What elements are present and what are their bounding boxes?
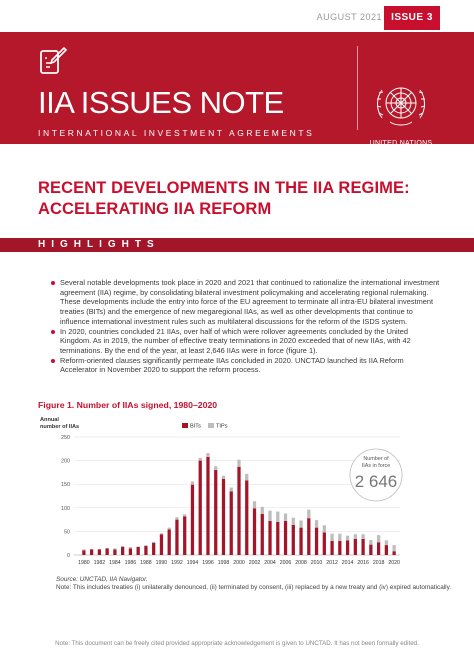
bar-bits xyxy=(276,522,279,555)
bar-bits xyxy=(199,461,202,555)
org-line: UNITED NATIONS xyxy=(369,140,433,147)
pen-document-icon xyxy=(38,46,68,76)
bullet-icon xyxy=(51,281,55,285)
bar-bits xyxy=(361,539,364,555)
y-axis-title-line-2: number of IIAs xyxy=(40,424,80,430)
x-tick-label: 2002 xyxy=(248,560,261,566)
bar-tips xyxy=(152,542,155,543)
bullet-icon xyxy=(51,330,55,334)
bar-bits xyxy=(121,547,124,555)
x-tick-label: 1988 xyxy=(140,560,152,566)
x-tick-label: 2006 xyxy=(279,560,292,566)
bar-tips xyxy=(82,549,85,550)
bar-bits xyxy=(137,547,140,555)
bar-tips xyxy=(175,517,178,519)
highlights-bar xyxy=(0,238,474,252)
bar-bits xyxy=(315,528,318,555)
bar-tips xyxy=(144,545,147,546)
x-tick-label: 2008 xyxy=(295,560,307,566)
legend-swatch xyxy=(208,423,214,428)
x-tick-label: 2020 xyxy=(388,560,400,566)
x-tick-label: 2018 xyxy=(372,560,385,566)
bar-bits xyxy=(144,546,147,555)
issue-date: AUGUST 2021 xyxy=(316,12,382,22)
bar-bits xyxy=(168,530,171,555)
bar-tips xyxy=(369,540,372,545)
bar-bits xyxy=(338,541,341,555)
bar-bits xyxy=(214,470,217,555)
list-item xyxy=(60,278,440,327)
bullet-icon xyxy=(51,359,55,363)
bar-tips xyxy=(299,521,302,528)
bar-tips xyxy=(338,534,341,541)
bar-tips xyxy=(292,518,295,525)
bar-bits xyxy=(82,550,85,555)
bar-bits xyxy=(330,541,333,555)
title-banner xyxy=(0,32,474,164)
bar-bits xyxy=(160,534,163,555)
bar-tips xyxy=(121,546,124,547)
x-tick-label: 1996 xyxy=(202,560,214,566)
highlight-text: In 2020, countries concluded 21 IIAs, over half of which were rollover agreements concluded by the United Kingdom. As in 2019, the number of effective treaty terminations in 2020 exceeded that of new IIAs, with 42 terminations. By the end of the year, at least 2,646 IIAs were in force (figure 1). xyxy=(60,326,411,355)
bar-bits xyxy=(206,457,209,555)
issue-badge: ISSUE 3 xyxy=(384,6,440,30)
annotation-label-line-2: IIAs in force xyxy=(361,463,391,469)
bar-bits xyxy=(346,540,349,555)
bar-bits xyxy=(354,539,357,555)
highlight-text: Several notable developments took place in 2020 and 2021 that continued to rationalize the international investment agreement (IIA) regime, by consolidating bilateral investment policymaking and accelerating regional rulemaking. These developments include the entry into force of the EU agreement to terminate all intra-EU bilateral investment treaties (BITs) and the emergence of new megaregional IIAs, as well as other developments that continue to influence international investment rules such as multilateral discussions for the reform of the ISDS system. xyxy=(60,278,440,326)
bar-tips xyxy=(214,466,217,470)
bar-tips xyxy=(268,511,271,521)
iia-bar-chart xyxy=(38,413,438,573)
bar-tips xyxy=(113,548,116,549)
y-tick-label: 100 xyxy=(61,505,70,512)
bar-bits xyxy=(323,532,326,555)
x-tick-label: 2014 xyxy=(341,560,354,566)
list-item xyxy=(60,327,440,356)
bar-tips xyxy=(354,534,357,539)
annotation-label-line-1: Number of xyxy=(363,456,389,462)
bar-tips xyxy=(222,476,225,479)
y-tick-label: 200 xyxy=(61,458,70,465)
bar-tips xyxy=(323,525,326,532)
org-name: UNCTAD xyxy=(370,149,434,164)
bar-tips xyxy=(307,510,310,518)
bar-tips xyxy=(245,474,248,481)
y-axis-title-line-1: Annual xyxy=(40,417,59,423)
bar-tips xyxy=(392,545,395,551)
bar-bits xyxy=(152,543,155,555)
list-item xyxy=(60,356,440,375)
bar-bits xyxy=(98,549,101,555)
bar-bits xyxy=(175,520,178,555)
bar-tips xyxy=(206,453,209,457)
bar-bits xyxy=(307,518,310,555)
bar-bits xyxy=(245,480,248,555)
bar-tips xyxy=(346,536,349,541)
legend-label: BITs xyxy=(190,423,201,430)
bar-bits xyxy=(237,467,240,555)
bar-tips xyxy=(230,488,233,492)
x-tick-label: 2010 xyxy=(310,560,323,566)
bar-bits xyxy=(377,542,380,555)
x-tick-label: 1992 xyxy=(171,560,183,566)
x-tick-label: 1990 xyxy=(155,560,168,566)
x-tick-label: 1994 xyxy=(186,560,199,566)
highlights-list xyxy=(60,278,440,375)
x-tick-label: 2016 xyxy=(357,560,369,566)
bar-bits xyxy=(113,549,116,555)
bar-bits xyxy=(385,545,388,555)
bar-tips xyxy=(191,481,194,484)
bar-tips xyxy=(168,528,171,530)
bar-tips xyxy=(160,533,163,534)
legend-label: TIPs xyxy=(216,423,228,430)
report-series-subtitle: INTERNATIONAL INVESTMENT AGREEMENTS xyxy=(38,128,315,138)
x-tick-label: 1986 xyxy=(124,560,137,566)
bar-tips xyxy=(361,534,364,539)
bar-bits xyxy=(191,485,194,555)
annotation-value: 2 646 xyxy=(354,472,398,491)
bar-bits xyxy=(392,551,395,555)
page-title-line-2: ACCELERATING IIA REFORM xyxy=(38,200,272,218)
x-tick-label: 1984 xyxy=(109,560,121,566)
bar-bits xyxy=(222,479,225,555)
bar-tips xyxy=(330,534,333,541)
legend-swatch xyxy=(182,423,188,428)
bar-bits xyxy=(284,521,287,555)
bar-tips xyxy=(276,512,279,522)
bar-tips xyxy=(183,514,186,516)
page-title-line-1: RECENT DEVELOPMENTS IN THE IIA REGIME: xyxy=(38,179,410,197)
bar-bits xyxy=(268,521,271,555)
x-tick-label: 2000 xyxy=(233,560,245,566)
highlights-label: HIGHLIGHTS xyxy=(38,239,160,250)
figure-note: Note: This includes treaties (i) unilaterally denounced, (ii) terminated by consent, (iii) replaced by a new treaty and (iv) expired automatically. xyxy=(56,584,452,591)
x-tick-label: 1998 xyxy=(217,560,230,566)
x-tick-label: 2012 xyxy=(326,560,338,566)
page-title xyxy=(38,178,438,220)
bar-bits xyxy=(230,491,233,555)
top-bar xyxy=(0,0,474,32)
bar-bits xyxy=(129,548,132,555)
bar-tips xyxy=(237,460,240,467)
x-tick-label: 2004 xyxy=(264,560,276,566)
bar-bits xyxy=(292,525,295,555)
bar-tips xyxy=(284,513,287,521)
bar-tips xyxy=(253,501,256,508)
x-tick-label: 1982 xyxy=(93,560,106,566)
y-tick-label: 50 xyxy=(64,529,70,536)
bar-bits xyxy=(299,528,302,555)
x-tick-label: 1980 xyxy=(78,560,90,566)
bar-bits xyxy=(183,516,186,555)
bar-bits xyxy=(253,508,256,555)
bar-tips xyxy=(129,547,132,548)
figure-source: Source: UNCTAD, IIA Navigator. xyxy=(56,576,148,583)
bar-tips xyxy=(377,535,380,542)
bar-bits xyxy=(369,545,372,555)
figure-title: Figure 1. Number of IIAs signed, 1980–2020 xyxy=(38,400,218,410)
bar-tips xyxy=(385,540,388,545)
un-emblem-icon xyxy=(368,78,434,128)
y-tick-label: 250 xyxy=(61,435,70,441)
bar-bits xyxy=(261,514,264,555)
banner-divider xyxy=(357,46,358,130)
bar-bits xyxy=(90,549,93,555)
bar-tips xyxy=(261,507,264,514)
bar-tips xyxy=(315,520,318,528)
footer-note: Note: This document can be freely cited provided appropriate acknowledgement is given to UNCTAD. It has not been formally edited. xyxy=(55,640,419,647)
y-tick-label: 150 xyxy=(61,482,70,489)
y-tick-label: 0 xyxy=(67,553,70,559)
bar-tips xyxy=(199,458,202,461)
report-series-title: IIA ISSUES NOTE xyxy=(38,85,284,120)
highlight-text: Reform-oriented clauses significantly permeate IIAs concluded in 2020. UNCTAD launched its IIA Reform Accelerator in November 2020 to support the reform process. xyxy=(60,355,404,375)
bar-bits xyxy=(106,548,109,555)
